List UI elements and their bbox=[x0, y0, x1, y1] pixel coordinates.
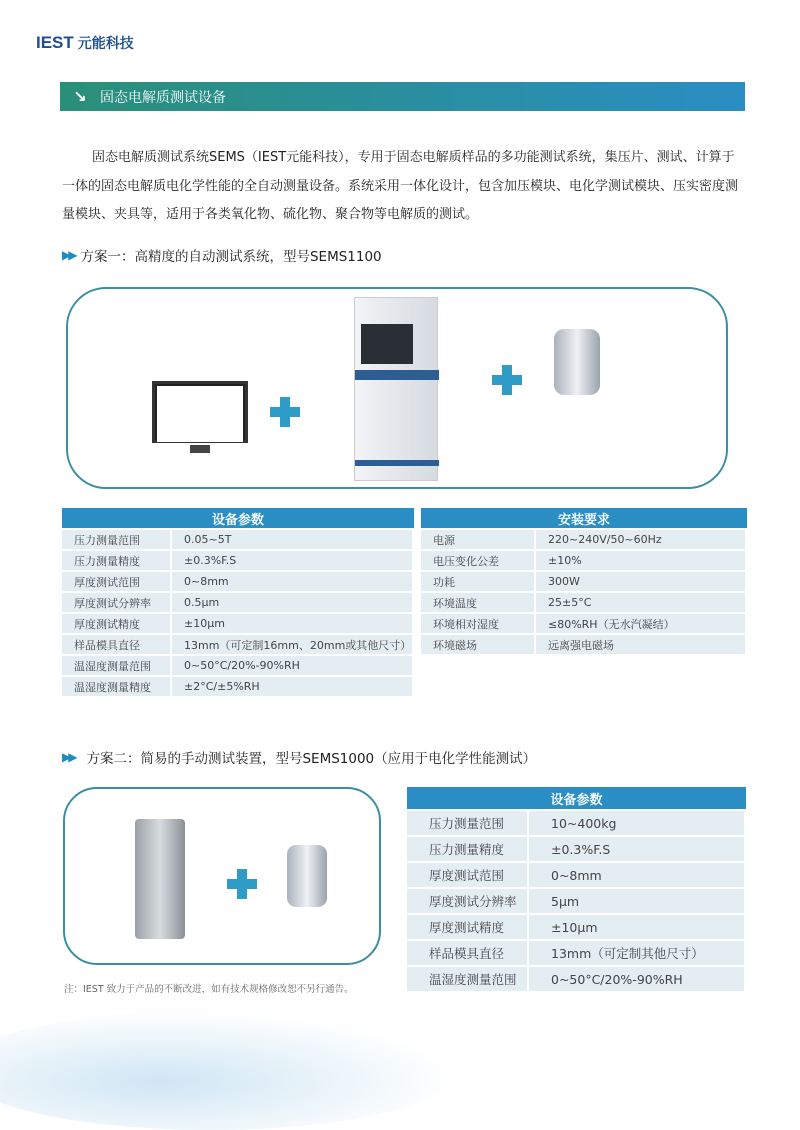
param-value: 0~8mm bbox=[529, 863, 746, 887]
arrow-down-right-icon: ↘ bbox=[73, 87, 87, 106]
table-row bbox=[62, 635, 414, 654]
section-title: 固态电解质测试设备 bbox=[100, 89, 226, 106]
scheme2-params-table bbox=[407, 785, 746, 993]
param-label: 压力测量范围 bbox=[62, 530, 172, 549]
param-value: 0~50°C/20%-90%RH bbox=[529, 967, 746, 991]
param-label: 电压变化公差 bbox=[421, 551, 536, 570]
param-label: 温湿度测量范围 bbox=[407, 967, 529, 991]
plus-icon bbox=[492, 365, 522, 395]
param-label: 厚度测试精度 bbox=[62, 614, 172, 633]
section-title-bar bbox=[60, 82, 745, 111]
param-value: 25±5°C bbox=[536, 593, 747, 612]
manual-press-image bbox=[135, 819, 185, 939]
logo-text: IEST bbox=[36, 33, 74, 52]
table-row bbox=[62, 530, 414, 549]
table-row bbox=[407, 811, 746, 835]
monitor-image bbox=[152, 381, 248, 443]
param-value: 220~240V/50~60Hz bbox=[536, 530, 747, 549]
param-label: 电源 bbox=[421, 530, 536, 549]
param-value: 13mm（可定制其他尺寸） bbox=[529, 941, 746, 965]
table-row bbox=[407, 941, 746, 965]
table-row bbox=[421, 635, 747, 654]
triangle-bullet-icon: ▶▶ bbox=[62, 248, 75, 262]
param-label: 温湿度测量范围 bbox=[62, 656, 172, 675]
install-requirements-table bbox=[421, 506, 747, 656]
param-label: 功耗 bbox=[421, 572, 536, 591]
param-value: 0~8mm bbox=[172, 572, 414, 591]
table-row bbox=[62, 677, 414, 696]
param-value: 0~50°C/20%-90%RH bbox=[172, 656, 414, 675]
table-row bbox=[407, 915, 746, 939]
scheme2-image-box bbox=[63, 787, 381, 965]
param-label: 压力测量精度 bbox=[407, 837, 529, 861]
param-label: 样品模具直径 bbox=[62, 635, 172, 654]
param-value: 0.5μm bbox=[172, 593, 414, 612]
param-value: ±10μm bbox=[529, 915, 746, 939]
param-label: 温湿度测量精度 bbox=[62, 677, 172, 696]
table-row bbox=[62, 656, 414, 675]
table-row bbox=[62, 572, 414, 591]
table-row bbox=[421, 572, 747, 591]
table-row bbox=[407, 967, 746, 991]
sample-fixture-image bbox=[287, 845, 327, 907]
intro-paragraph: 固态电解质测试系统SEMS（IEST元能科技），专用于固态电解质样品的多功能测试系统，集压片、测试、计算于一体的固态电解质电化学性能的全自动测量设备。系统采用一体化设计，包含加压模块、电化学测试模块、压实密度测量模块、夹具等，适用于各类氧化物、硫化物、聚合物等电解质的测试。 bbox=[62, 150, 739, 222]
background-decoration bbox=[0, 1010, 460, 1130]
table-row bbox=[407, 837, 746, 861]
param-label: 厚度测试精度 bbox=[407, 915, 529, 939]
param-value: ±0.3%F.S bbox=[529, 837, 746, 861]
param-label: 厚度测试分辨率 bbox=[407, 889, 529, 913]
instrument-cabinet-image bbox=[354, 297, 438, 481]
logo bbox=[36, 33, 134, 53]
param-value: ±10% bbox=[536, 551, 747, 570]
logo-cn: 元能科技 bbox=[77, 35, 134, 51]
scheme2-title: 方案二：简易的手动测试装置，型号SEMS1000（应用于电化学性能测试） bbox=[86, 751, 537, 767]
param-value: ±2°C/±5%RH bbox=[172, 677, 414, 696]
param-label: 压力测量精度 bbox=[62, 551, 172, 570]
table-row bbox=[62, 614, 414, 633]
param-label: 厚度测试范围 bbox=[62, 572, 172, 591]
param-value: ≤80%RH（无水汽凝结） bbox=[536, 614, 747, 633]
scheme1-params-table bbox=[62, 506, 414, 698]
param-value: 300W bbox=[536, 572, 747, 591]
scheme1-title: 方案一：高精度的自动测试系统，型号SEMS1100 bbox=[80, 249, 382, 265]
scheme2-heading bbox=[62, 747, 536, 767]
table-row bbox=[421, 551, 747, 570]
param-value: ±0.3%F.S bbox=[172, 551, 414, 570]
param-value: ±10μm bbox=[172, 614, 414, 633]
param-label: 压力测量范围 bbox=[407, 811, 529, 835]
plus-icon bbox=[270, 397, 300, 427]
param-value: 13mm（可定制16mm、20mm或其他尺寸） bbox=[172, 635, 414, 654]
footnote: 注：IEST 致力于产品的不断改进，如有技术规格修改恕不另行通告。 bbox=[64, 984, 354, 995]
table-row bbox=[407, 889, 746, 913]
sample-fixture-image bbox=[554, 329, 600, 395]
table-header: 设备参数 bbox=[407, 787, 746, 809]
table-row bbox=[62, 551, 414, 570]
param-value: 0.05~5T bbox=[172, 530, 414, 549]
scheme1-image-box bbox=[66, 287, 728, 489]
triangle-bullet-icon: ▶▶ bbox=[62, 750, 75, 764]
scheme1-heading bbox=[62, 245, 382, 265]
table-row bbox=[407, 863, 746, 887]
plus-icon bbox=[227, 869, 257, 899]
table-header: 安装要求 bbox=[421, 508, 747, 528]
param-value: 5μm bbox=[529, 889, 746, 913]
table-row bbox=[421, 593, 747, 612]
param-label: 环境相对湿度 bbox=[421, 614, 536, 633]
param-label: 厚度测试范围 bbox=[407, 863, 529, 887]
table-row bbox=[421, 530, 747, 549]
table-header: 设备参数 bbox=[62, 508, 414, 528]
param-value: 10~400kg bbox=[529, 811, 746, 835]
param-value: 远离强电磁场 bbox=[536, 635, 747, 654]
param-label: 环境磁场 bbox=[421, 635, 536, 654]
param-label: 环境温度 bbox=[421, 593, 536, 612]
param-label: 厚度测试分辨率 bbox=[62, 593, 172, 612]
table-row bbox=[62, 593, 414, 612]
param-label: 样品模具直径 bbox=[407, 941, 529, 965]
table-row bbox=[421, 614, 747, 633]
